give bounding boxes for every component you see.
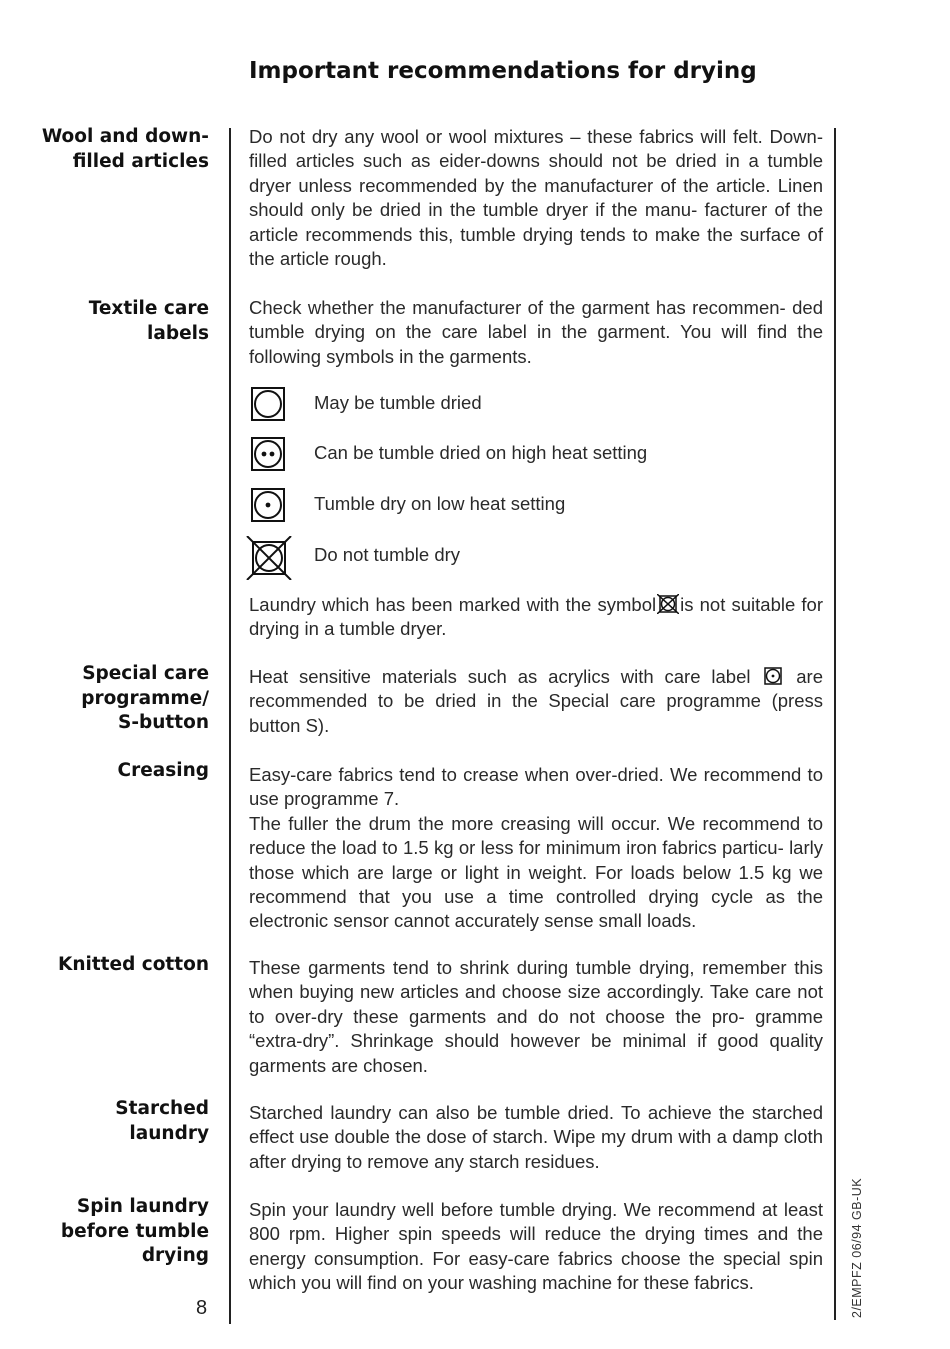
spin-laundry-text: Spin your laundry well before tumble drying. We recommend at least 800 rpm. Higher spin speeds will reduce the drying times and the energy consumption. For easy-care fabrics choose the special spin which you will find on your washing machine for these fabrics. bbox=[249, 1199, 823, 1294]
textile-care-text: Check whether the manufacturer of the garment has recommen- ded tumble drying on the care label in the garment. You will find the following symbols in the garments. bbox=[249, 297, 823, 367]
heading-creasing: Creasing bbox=[117, 760, 209, 781]
heading-starched-laundry: Starched laundry bbox=[115, 1098, 209, 1144]
paragraph-starched-laundry bbox=[249, 1101, 823, 1174]
heading-special-care: Special care programme/ S-button bbox=[81, 663, 209, 733]
tumble-dry-low-heat-icon bbox=[762, 666, 784, 686]
special-care-text bbox=[249, 665, 823, 738]
creasing-text-1: Easy-care fabrics tend to crease when over-dried. We recommend to use programme 7. bbox=[249, 764, 823, 810]
tumble-dry-low-heat-icon bbox=[246, 487, 288, 527]
symbol-label-tumble-dry: May be tumble dried bbox=[314, 392, 482, 413]
tumble-dry-icon bbox=[246, 386, 288, 426]
heading-knitted-cotton: Knitted cotton bbox=[57, 954, 209, 975]
do-not-tumble-dry-icon bbox=[657, 594, 679, 614]
paragraph-creasing bbox=[249, 763, 823, 934]
symbol-label-high-heat: Can be tumble dried on high heat setting bbox=[314, 442, 648, 463]
not-suitable-text-before: Laundry which has been marked with the symbol bbox=[249, 594, 657, 615]
tumble-dry-high-heat-icon bbox=[246, 436, 288, 476]
special-care-text-after: are recommended to be dried in the Special care programme (press button S). bbox=[249, 666, 823, 736]
wool-down-text: Do not dry any wool or wool mixtures – these fabrics will felt. Down-filled articles such as eider-downs should not be dried in a tumble dryer unless recommended by the manufacturer of the article. Linen should only be dried in the tumble dryer if the manu- facturer of the article recommends this, tumble drying tends to make the surface of the article rough. bbox=[249, 126, 823, 270]
symbol-label-do-not-tumble: Do not tumble dry bbox=[314, 544, 461, 565]
heading-spin-laundry: Spin laundry before tumble drying bbox=[60, 1196, 209, 1266]
paragraph-not-suitable-note bbox=[249, 593, 823, 642]
paragraph-wool-down bbox=[249, 125, 823, 271]
special-care-text-before: Heat sensitive materials such as acrylics with care label bbox=[249, 666, 751, 687]
paragraph-knitted-cotton bbox=[249, 956, 823, 1078]
not-suitable-text-after: is not suitable for drying in a tumble dryer. bbox=[249, 594, 823, 640]
heading-textile-care: Textile care labels bbox=[88, 298, 209, 344]
document-code: 2/EMPFZ 06/94 GB-UK bbox=[850, 1177, 864, 1318]
heading-wool-down: Wool and down- filled articles bbox=[41, 126, 209, 172]
paragraph-special-care bbox=[249, 665, 823, 738]
left-column-rule bbox=[229, 128, 231, 1324]
paragraph-spin-laundry bbox=[249, 1198, 823, 1296]
not-suitable-text bbox=[249, 593, 823, 642]
knitted-cotton-text: These garments tend to shrink during tumble drying, remember this when buying new articles and choose size accordingly. Take care not to over-dry these garments and do not choose the pro- gramme “extra-dry”. Shrinkage should however be minimal if good quality garments are chosen. bbox=[249, 957, 823, 1076]
do-not-tumble-dry-icon bbox=[246, 536, 292, 580]
creasing-text-2: The fuller the drum the more creasing will occur. We recommend to reduce the load to 1.5 kg or less for minimum iron fabrics particu- larly those which are large or light in weight. For loads below 1.5 kg we recommend that you use a time controlled drying cycle as the electronic sensor cannot accurately sense small loads. bbox=[249, 812, 823, 932]
starched-laundry-text: Starched laundry can also be tumble dried. To achieve the starched effect use double the dose of starch. Wipe my drum with a damp cloth after drying to remove any starch residues. bbox=[249, 1102, 823, 1172]
symbol-label-low-heat: Tumble dry on low heat setting bbox=[314, 493, 566, 514]
page-number: 8 bbox=[196, 1297, 208, 1319]
page-title: Important recommendations for drying bbox=[249, 58, 757, 84]
paragraph-textile-care bbox=[249, 296, 823, 369]
right-column-rule bbox=[834, 128, 836, 1320]
